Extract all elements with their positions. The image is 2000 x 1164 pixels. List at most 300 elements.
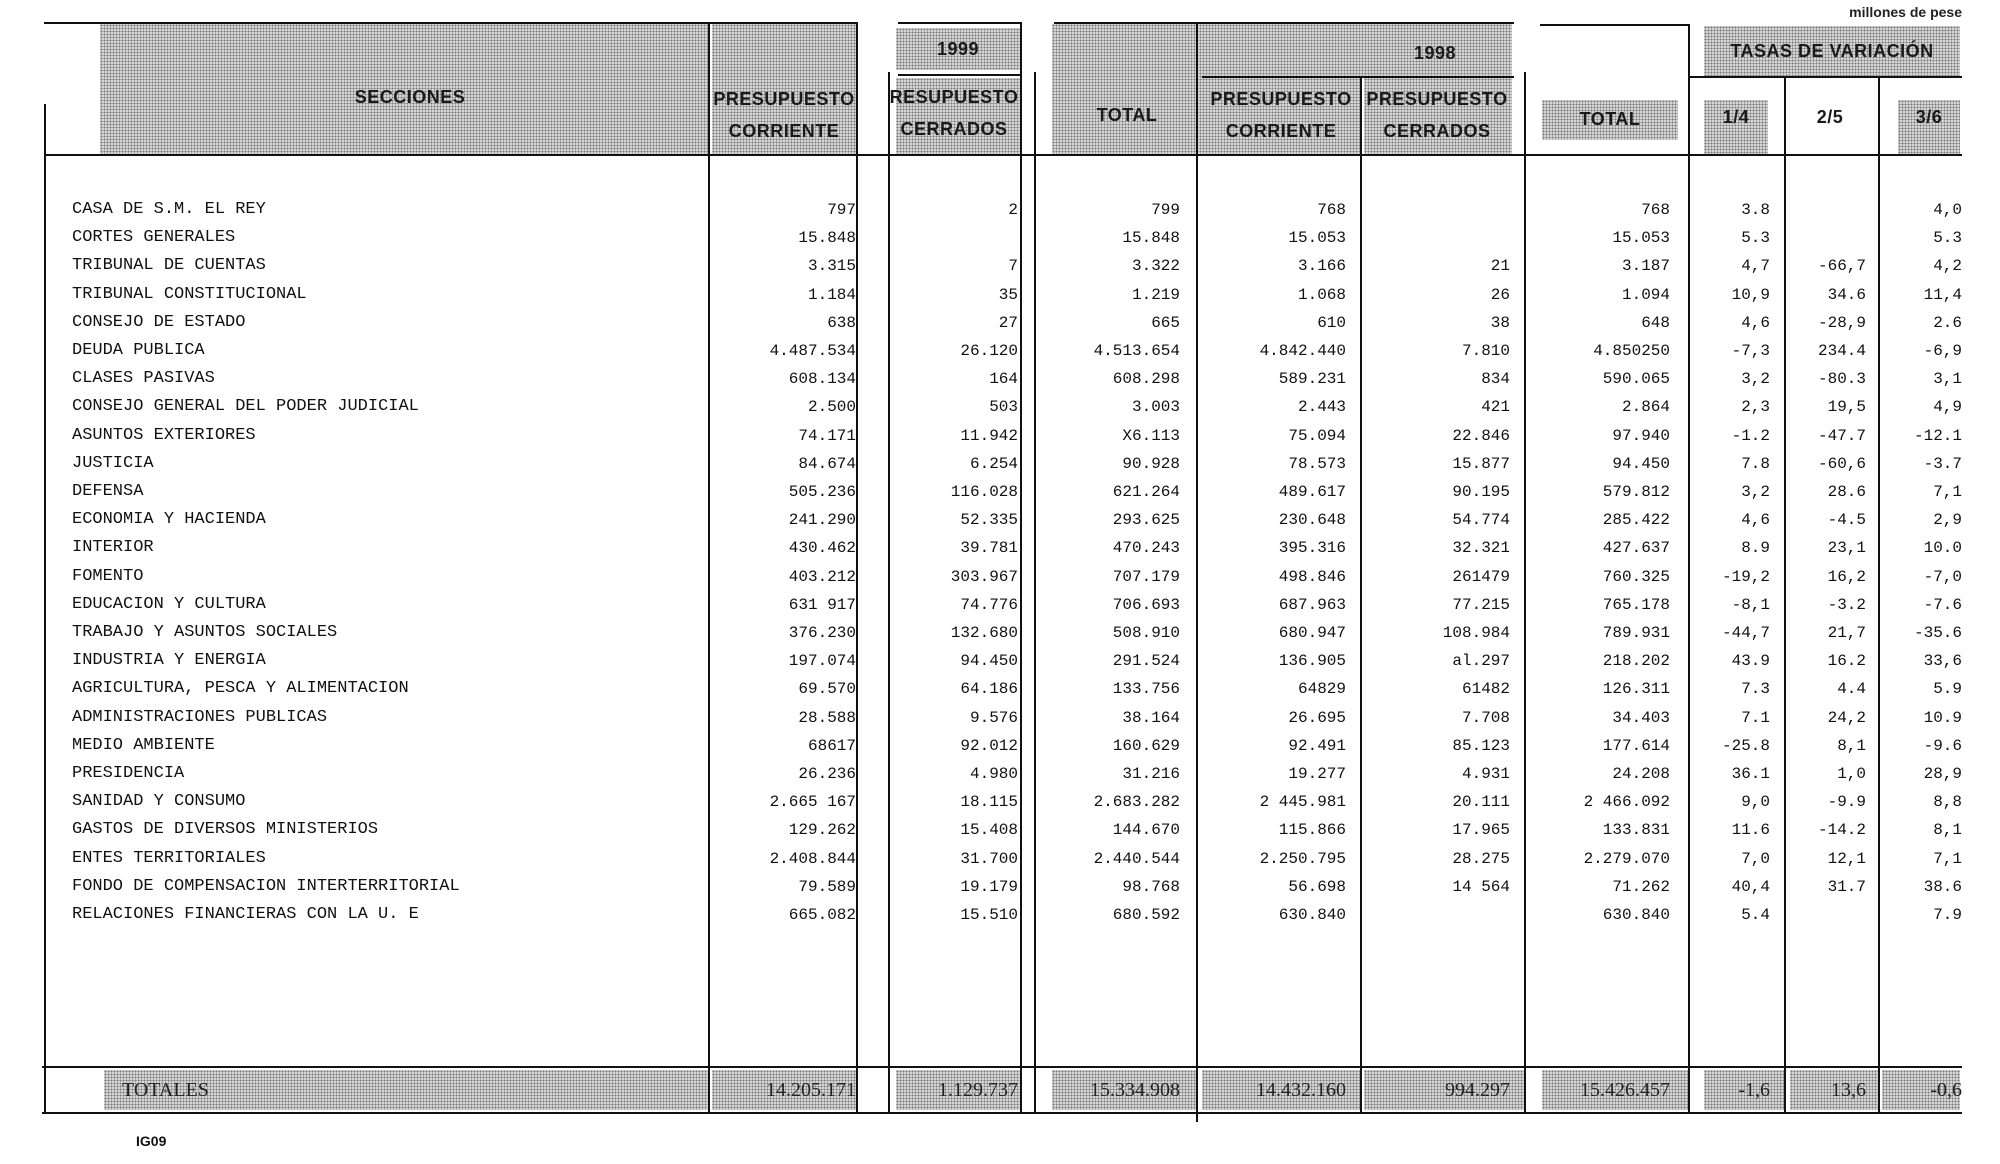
cell-rate-2-5: 23,1	[1827, 539, 1866, 558]
totals-total-1999: 15.334.908	[1090, 1079, 1180, 1101]
cell-rate-1-4: -25.8	[1721, 736, 1770, 755]
section-label: CLASES PASIVAS	[72, 369, 215, 389]
table-row	[0, 196, 2000, 224]
cell-presupuesto-corriente-1999: 68617	[807, 736, 856, 755]
cell-presupuesto-corriente-1998: 230.648	[1278, 511, 1346, 530]
cell-presupuesto-corriente-1998: 3.166	[1297, 257, 1346, 276]
section-label: TRIBUNAL CONSTITUCIONAL	[72, 284, 307, 304]
cell-rate-1-4: 4,6	[1741, 313, 1770, 332]
cell-presupuesto-corriente-1998: 489.617	[1278, 483, 1346, 501]
cell-rate-1-4: 7,0	[1741, 849, 1770, 868]
cell-presupuesto-cerrados-1998: 4.931	[1461, 765, 1510, 783]
table-row	[0, 591, 2000, 619]
col9-header: 3/6	[1915, 107, 1943, 127]
cell-rate-3-6: -12.1	[1913, 426, 1962, 445]
cell-rate-2-5: 1,0	[1837, 765, 1866, 783]
cell-total-1998: 2.864	[1621, 398, 1670, 417]
cell-presupuesto-cerrados-1998: 38	[1490, 313, 1510, 332]
cell-rate-3-6: 7,1	[1933, 483, 1962, 501]
cell-rate-2-5: 19,5	[1827, 398, 1866, 417]
totals-bottom-rule	[42, 1112, 1962, 1114]
section-label: ASUNTOS EXTERIORES	[72, 425, 256, 445]
table-row	[0, 788, 2000, 816]
cell-total-1998: 285.422	[1602, 511, 1670, 530]
cell-rate-2-5: -47.7	[1817, 426, 1866, 445]
cell-presupuesto-corriente-1998: 768	[1317, 201, 1346, 219]
cell-rate-3-6: 8,8	[1933, 793, 1962, 812]
section-label: ENTES TERRITORIALES	[72, 848, 266, 868]
cell-rate-3-6: 5.9	[1933, 680, 1962, 699]
col2-header-line2: CERRADOS	[900, 119, 1008, 139]
table-row	[0, 450, 2000, 478]
cell-presupuesto-corriente-1998: 2.250.795	[1259, 849, 1346, 868]
totals-presupuesto-cerrados-1999: 1.129.737	[938, 1079, 1018, 1101]
cell-presupuesto-cerrados-1999: 303.967	[950, 567, 1018, 586]
section-label: ADMINISTRACIONES PUBLICAS	[72, 707, 328, 727]
cell-rate-2-5: -4.5	[1827, 511, 1866, 530]
cell-total-1998: 648	[1641, 313, 1670, 332]
cell-total-1999: 799	[1151, 201, 1180, 219]
section-label: ECONOMIA Y HACIENDA	[72, 510, 266, 530]
cell-presupuesto-corriente-1998: 680.947	[1278, 624, 1346, 642]
cell-presupuesto-cerrados-1999: 7	[1008, 257, 1018, 276]
totals-total-1998: 15.426.457	[1580, 1079, 1670, 1101]
section-label: JUSTICIA	[72, 453, 154, 473]
cell-total-1999: 680.592	[1112, 906, 1180, 924]
cell-total-1998: 427.637	[1602, 539, 1670, 558]
cell-rate-2-5: 24,2	[1827, 708, 1866, 727]
cell-total-1999: 1.219	[1131, 285, 1180, 304]
section-label: CORTES GENERALES	[72, 228, 236, 248]
cell-rate-3-6: 8,1	[1933, 821, 1962, 840]
cell-rate-1-4: 40,4	[1731, 877, 1770, 896]
cell-rate-3-6: -3.7	[1923, 454, 1962, 473]
cell-rate-1-4: 3,2	[1741, 370, 1770, 389]
cell-presupuesto-cerrados-1998: 26	[1490, 285, 1510, 304]
cell-presupuesto-cerrados-1998: 7.810	[1461, 342, 1510, 360]
table-row	[0, 732, 2000, 760]
cell-presupuesto-cerrados-1998: al.297	[1452, 652, 1510, 671]
cell-rate-2-5: -66,7	[1817, 257, 1866, 276]
cell-rate-2-5: 21,7	[1827, 624, 1866, 642]
cell-rate-3-6: 2.6	[1933, 313, 1962, 332]
cell-rate-2-5: -9.9	[1827, 793, 1866, 812]
cell-presupuesto-cerrados-1998: 28.275	[1452, 849, 1510, 868]
section-label: TRIBUNAL DE CUENTAS	[72, 256, 266, 276]
cell-total-1999: 98.768	[1122, 877, 1180, 896]
section-label: AGRICULTURA, PESCA Y ALIMENTACION	[72, 679, 409, 699]
col8-header: 2/5	[1816, 107, 1844, 127]
cell-rate-3-6: 10.9	[1923, 708, 1962, 727]
cell-presupuesto-corriente-1999: 665.082	[788, 906, 856, 924]
section-label: EDUCACION Y CULTURA	[72, 594, 266, 614]
cell-presupuesto-cerrados-1998: 108.984	[1442, 624, 1510, 642]
cell-total-1998: 71.262	[1612, 877, 1670, 896]
cell-presupuesto-cerrados-1998: 20.111	[1452, 793, 1510, 812]
cell-total-1999: X6.113	[1122, 426, 1180, 445]
cell-presupuesto-cerrados-1998: 85.123	[1452, 736, 1510, 755]
cell-rate-1-4: 7.8	[1741, 454, 1770, 473]
cell-presupuesto-corriente-1998: 2 445.981	[1259, 793, 1346, 812]
year-1998-header: 1998	[1413, 43, 1457, 63]
cell-total-1999: 133.756	[1112, 680, 1180, 699]
col1-header-line2: CORRIENTE	[728, 121, 840, 141]
table-row	[0, 647, 2000, 675]
table-row	[0, 393, 2000, 421]
rule-1998-under	[1202, 76, 1514, 78]
cell-rate-1-4: 3,2	[1741, 483, 1770, 501]
table-row	[0, 478, 2000, 506]
cell-presupuesto-cerrados-1998: 54.774	[1452, 511, 1510, 530]
cell-presupuesto-cerrados-1999: 9.576	[969, 708, 1018, 727]
cell-presupuesto-cerrados-1999: 6.254	[969, 454, 1018, 473]
cell-presupuesto-corriente-1998: 78.573	[1288, 454, 1346, 473]
cell-presupuesto-corriente-1999: 4.487.534	[769, 342, 856, 360]
cell-rate-3-6: 28,9	[1923, 765, 1962, 783]
cell-rate-1-4: -8,1	[1731, 595, 1770, 614]
cell-rate-3-6: 2,9	[1933, 511, 1962, 530]
table-row	[0, 675, 2000, 703]
cell-rate-2-5	[1788, 196, 1866, 224]
cell-presupuesto-corriente-1998: 2.443	[1297, 398, 1346, 417]
table-row	[0, 619, 2000, 647]
totals-presupuesto-corriente-1998: 14.432.160	[1256, 1079, 1346, 1101]
cell-presupuesto-corriente-1999: 2.500	[807, 398, 856, 417]
cell-total-1999: 706.693	[1112, 595, 1180, 614]
cell-total-1999: 293.625	[1112, 511, 1180, 530]
units-note: millones de pese	[1849, 4, 1962, 20]
cell-presupuesto-corriente-1998: 115.866	[1278, 821, 1346, 840]
totals-rate-2-5: 13,6	[1831, 1079, 1866, 1101]
cell-presupuesto-cerrados-1998: 22.846	[1452, 426, 1510, 445]
cell-rate-1-4: 4,7	[1741, 257, 1770, 276]
cell-presupuesto-cerrados-1999: 4.980	[969, 765, 1018, 783]
cell-presupuesto-cerrados-1999	[870, 224, 1018, 252]
cell-presupuesto-corriente-1998: 498.846	[1278, 567, 1346, 586]
cell-rate-1-4: -7,3	[1731, 342, 1770, 360]
cell-presupuesto-corriente-1999: 26.236	[798, 765, 856, 783]
cell-presupuesto-corriente-1999: 430.462	[788, 539, 856, 558]
totals-presupuesto-corriente-1999: 14.205.171	[766, 1079, 856, 1101]
cell-rate-1-4: 5.4	[1741, 906, 1770, 924]
cell-presupuesto-cerrados-1999: 31.700	[960, 849, 1018, 868]
cell-total-1999: 90.928	[1122, 454, 1180, 473]
table-row	[0, 506, 2000, 534]
rule-1999-under	[898, 74, 1022, 76]
cell-presupuesto-cerrados-1998: 834	[1481, 370, 1510, 389]
col3-header: TOTAL	[1096, 105, 1158, 125]
table-row	[0, 365, 2000, 393]
cell-presupuesto-cerrados-1998: 421	[1481, 398, 1510, 417]
table-row	[0, 281, 2000, 309]
section-label: CASA DE S.M. EL REY	[72, 200, 266, 219]
cell-total-1999: 31.216	[1122, 765, 1180, 783]
sections-header: SECCIONES	[354, 87, 466, 107]
section-label: SANIDAD Y CONSUMO	[72, 792, 246, 812]
rates-header: TASAS DE VARIACIÓN	[1730, 41, 1934, 61]
cell-presupuesto-corriente-1999: 241.290	[788, 511, 856, 530]
cell-presupuesto-cerrados-1999: 15.510	[960, 906, 1018, 924]
cell-rate-2-5: 16,2	[1827, 567, 1866, 586]
cell-presupuesto-cerrados-1999: 503	[989, 398, 1018, 417]
cell-rate-3-6: 7.9	[1933, 906, 1962, 924]
cell-total-1998: 765.178	[1602, 595, 1670, 614]
cell-presupuesto-cerrados-1998	[1362, 224, 1510, 252]
cell-presupuesto-cerrados-1999: 52.335	[960, 511, 1018, 530]
cell-rate-3-6: 11,4	[1923, 285, 1962, 304]
cell-rate-1-4: 43.9	[1731, 652, 1770, 671]
cell-presupuesto-cerrados-1998: 14 564	[1452, 877, 1510, 896]
cell-presupuesto-cerrados-1998: 21	[1490, 257, 1510, 276]
col4-header-line1: PRESUPUESTO	[1210, 89, 1352, 109]
cell-presupuesto-corriente-1999: 631 917	[788, 595, 856, 614]
cell-total-1998: 126.311	[1602, 680, 1670, 699]
cell-total-1999: 2.683.282	[1093, 793, 1180, 812]
cell-total-1998: 760.325	[1602, 567, 1670, 586]
cell-presupuesto-corriente-1999: 608.134	[788, 370, 856, 389]
top-rule-1998	[1054, 22, 1514, 24]
cell-total-1999: 470.243	[1112, 539, 1180, 558]
cell-total-1998: 2 466.092	[1583, 793, 1670, 812]
cell-presupuesto-corriente-1998: 92.491	[1288, 736, 1346, 755]
cell-rate-3-6: 4,9	[1933, 398, 1962, 417]
cell-presupuesto-corriente-1999: 376.230	[788, 624, 856, 642]
cell-presupuesto-corriente-1998: 19.277	[1288, 765, 1346, 783]
cell-rate-1-4: -1.2	[1731, 426, 1770, 445]
cell-presupuesto-cerrados-1999: 35	[998, 285, 1018, 304]
top-rule-right	[1540, 24, 1690, 26]
cell-rate-2-5: -3.2	[1827, 595, 1866, 614]
cell-presupuesto-corriente-1998: 630.840	[1278, 906, 1346, 924]
cell-presupuesto-cerrados-1999: 11.942	[960, 426, 1018, 445]
col2-header-line1: RESUPUESTO	[889, 87, 1019, 107]
cell-rate-2-5: 34.6	[1827, 285, 1866, 304]
cell-presupuesto-corriente-1998: 15.053	[1288, 229, 1346, 248]
cell-total-1999: 160.629	[1112, 736, 1180, 755]
table-row	[0, 337, 2000, 365]
cell-rate-2-5: -28,9	[1817, 313, 1866, 332]
cell-presupuesto-corriente-1999: 638	[827, 313, 856, 332]
cell-presupuesto-cerrados-1999: 2	[1008, 201, 1018, 219]
cell-total-1998: 218.202	[1602, 652, 1670, 671]
section-label: CONSEJO GENERAL DEL PODER JUDICIAL	[72, 397, 419, 417]
section-label: DEFENSA	[72, 482, 144, 501]
cell-rate-3-6: 33,6	[1923, 652, 1962, 671]
cell-rate-2-5: 16.2	[1827, 652, 1866, 671]
cell-presupuesto-cerrados-1998: 61482	[1461, 680, 1510, 699]
cell-presupuesto-corriente-1999: 2.408.844	[769, 849, 856, 868]
cell-total-1999: 38.164	[1122, 708, 1180, 727]
cell-presupuesto-cerrados-1999: 19.179	[960, 877, 1018, 896]
cell-total-1998: 590.065	[1602, 370, 1670, 389]
table-row	[0, 309, 2000, 337]
cell-rate-1-4: 4,6	[1741, 511, 1770, 530]
cell-rate-2-5	[1788, 901, 1866, 929]
cell-presupuesto-cerrados-1999: 15.408	[960, 821, 1018, 840]
cell-total-1998: 579.812	[1602, 483, 1670, 501]
table-row	[0, 845, 2000, 873]
cell-presupuesto-cerrados-1999: 39.781	[960, 539, 1018, 558]
cell-total-1999: 291.524	[1112, 652, 1180, 671]
cell-presupuesto-corriente-1999: 505.236	[788, 483, 856, 501]
cell-rate-1-4: 5.3	[1741, 229, 1770, 248]
cell-presupuesto-corriente-1998: 26.695	[1288, 708, 1346, 727]
cell-presupuesto-cerrados-1998: 7.708	[1461, 708, 1510, 727]
cell-presupuesto-corriente-1999: 3.315	[807, 257, 856, 276]
cell-presupuesto-cerrados-1999: 27	[998, 313, 1018, 332]
cell-total-1999: 2.440.544	[1093, 849, 1180, 868]
cell-total-1999: 508.910	[1112, 624, 1180, 642]
cell-total-1999: 707.179	[1112, 567, 1180, 586]
table-row	[0, 534, 2000, 562]
cell-presupuesto-cerrados-1999: 64.186	[960, 680, 1018, 699]
cell-presupuesto-cerrados-1998	[1362, 196, 1510, 224]
section-label: INDUSTRIA Y ENERGIA	[72, 651, 266, 671]
cell-presupuesto-corriente-1999: 129.262	[788, 821, 856, 840]
table-row	[0, 224, 2000, 252]
cell-rate-1-4: -44,7	[1721, 624, 1770, 642]
top-rule-1999	[898, 22, 1022, 24]
rule-rates-under	[1690, 76, 1962, 78]
cell-presupuesto-corriente-1999: 74.171	[798, 426, 856, 445]
cell-rate-1-4: 7.3	[1741, 680, 1770, 699]
cell-presupuesto-cerrados-1998: 32.321	[1452, 539, 1510, 558]
col6-header: TOTAL	[1579, 109, 1641, 129]
cell-presupuesto-corriente-1998: 395.316	[1278, 539, 1346, 558]
cell-presupuesto-cerrados-1998: 261479	[1452, 567, 1510, 586]
cell-presupuesto-corriente-1999: 15.848	[798, 229, 856, 248]
cell-presupuesto-corriente-1998: 136.905	[1278, 652, 1346, 671]
cell-total-1998: 3.187	[1621, 257, 1670, 276]
cell-rate-3-6: 4,0	[1933, 201, 1962, 219]
cell-total-1998: 2.279.070	[1583, 849, 1670, 868]
cell-total-1998: 97.940	[1612, 426, 1670, 445]
table-row	[0, 563, 2000, 591]
cell-presupuesto-cerrados-1999: 94.450	[960, 652, 1018, 671]
section-label: MEDIO AMBIENTE	[72, 735, 215, 755]
col7-header: 1/4	[1722, 107, 1750, 127]
table-row	[0, 704, 2000, 732]
cell-total-1999: 4.513.654	[1093, 342, 1180, 360]
cell-rate-3-6: 3,1	[1933, 370, 1962, 389]
cell-rate-1-4: 11.6	[1731, 821, 1770, 840]
header-bottom-rule	[44, 154, 1962, 156]
cell-rate-1-4: 10,9	[1731, 285, 1770, 304]
cell-total-1998: 34.403	[1612, 708, 1670, 727]
col1-header-line1: PRESUPUESTO	[713, 89, 855, 109]
cell-presupuesto-cerrados-1998: 77.215	[1452, 595, 1510, 614]
table-row	[0, 873, 2000, 901]
cell-rate-1-4: 3.8	[1741, 201, 1770, 219]
cell-total-1998: 789.931	[1602, 624, 1670, 642]
section-label: CONSEJO DE ESTADO	[72, 312, 246, 332]
cell-presupuesto-corriente-1999: 69.570	[798, 680, 856, 699]
cell-rate-3-6: -7,0	[1923, 567, 1962, 586]
section-label: TRABAJO Y ASUNTOS SOCIALES	[72, 623, 338, 642]
col3-header-shade	[1052, 24, 1202, 154]
cell-presupuesto-corriente-1999: 2.665 167	[769, 793, 856, 812]
section-label: PRESIDENCIA	[72, 764, 185, 783]
cell-presupuesto-corriente-1998: 75.094	[1288, 426, 1346, 445]
cell-total-1998: 630.840	[1602, 906, 1670, 924]
cell-total-1999: 621.264	[1112, 483, 1180, 501]
cell-rate-2-5: 4.4	[1837, 680, 1866, 699]
cell-rate-3-6: 7,1	[1933, 849, 1962, 868]
document-code: IG09	[136, 1133, 167, 1149]
cell-total-1999: 144.670	[1112, 821, 1180, 840]
cell-presupuesto-cerrados-1998	[1362, 901, 1510, 929]
cell-total-1999: 3.322	[1131, 257, 1180, 276]
table-row	[0, 252, 2000, 280]
cell-rate-3-6: 38.6	[1923, 877, 1962, 896]
cell-presupuesto-corriente-1998: 4.842.440	[1259, 342, 1346, 360]
cell-rate-3-6: -6,9	[1923, 342, 1962, 360]
col4-header-line2: CORRIENTE	[1225, 121, 1337, 141]
cell-presupuesto-cerrados-1999: 116.028	[950, 483, 1018, 501]
table-row	[0, 760, 2000, 788]
cell-rate-1-4: 8.9	[1741, 539, 1770, 558]
table-row	[0, 816, 2000, 844]
cell-presupuesto-corriente-1998: 610	[1317, 313, 1346, 332]
cell-rate-2-5: -80.3	[1817, 370, 1866, 389]
cell-presupuesto-corriente-1998: 1.068	[1297, 285, 1346, 304]
cell-total-1998: 24.208	[1612, 765, 1670, 783]
cell-presupuesto-corriente-1998: 56.698	[1288, 877, 1346, 896]
cell-rate-2-5: 12,1	[1827, 849, 1866, 868]
cell-total-1998: 177.614	[1602, 736, 1670, 755]
cell-presupuesto-cerrados-1998: 17.965	[1452, 821, 1510, 840]
cell-presupuesto-corriente-1999: 1.184	[807, 285, 856, 304]
cell-total-1999: 3.003	[1131, 398, 1180, 417]
cell-rate-2-5: -14.2	[1817, 821, 1866, 840]
cell-presupuesto-cerrados-1999: 164	[989, 370, 1018, 389]
table-row	[0, 422, 2000, 450]
section-label: RELACIONES FINANCIERAS CON LA U. E	[72, 905, 419, 924]
cell-presupuesto-corriente-1998: 687.963	[1278, 595, 1346, 614]
cell-rate-3-6: -7.6	[1923, 595, 1962, 614]
cell-total-1999: 665	[1151, 313, 1180, 332]
section-label: FOMENTO	[72, 566, 144, 586]
section-label: FONDO DE COMPENSACION INTERTERRITORIAL	[72, 876, 460, 896]
cell-total-1998: 768	[1641, 201, 1670, 219]
cell-presupuesto-cerrados-1999: 74.776	[960, 595, 1018, 614]
cell-presupuesto-cerrados-1999: 132.680	[950, 624, 1018, 642]
totals-rate-3-6: -0,6	[1930, 1079, 1962, 1101]
cell-presupuesto-corriente-1999: 403.212	[788, 567, 856, 586]
cell-presupuesto-cerrados-1999: 92.012	[960, 736, 1018, 755]
cell-presupuesto-corriente-1998: 64829	[1297, 680, 1346, 699]
table-row	[0, 901, 2000, 929]
cell-rate-2-5: 28.6	[1827, 483, 1866, 501]
cell-rate-1-4: -19,2	[1721, 567, 1770, 586]
cell-presupuesto-corriente-1999: 28.588	[798, 708, 856, 727]
totals-label: TOTALES	[122, 1079, 209, 1101]
cell-presupuesto-corriente-1999: 197.074	[788, 652, 856, 671]
totals-presupuesto-cerrados-1998: 994.297	[1445, 1079, 1510, 1101]
cell-rate-2-5: 234.4	[1817, 342, 1866, 360]
cell-rate-1-4: 7.1	[1741, 708, 1770, 727]
top-rule-sections	[44, 22, 858, 24]
cell-total-1998: 133.831	[1602, 821, 1670, 840]
section-label: INTERIOR	[72, 538, 154, 558]
cell-total-1998: 4.850250	[1593, 342, 1670, 360]
cell-rate-3-6: -35.6	[1913, 624, 1962, 642]
cell-total-1998: 15.053	[1612, 229, 1670, 248]
cell-rate-1-4: 2,3	[1741, 398, 1770, 417]
cell-presupuesto-cerrados-1999: 18.115	[960, 793, 1018, 812]
cell-presupuesto-cerrados-1999: 26.120	[960, 342, 1018, 360]
cell-presupuesto-corriente-1998: 589.231	[1278, 370, 1346, 389]
